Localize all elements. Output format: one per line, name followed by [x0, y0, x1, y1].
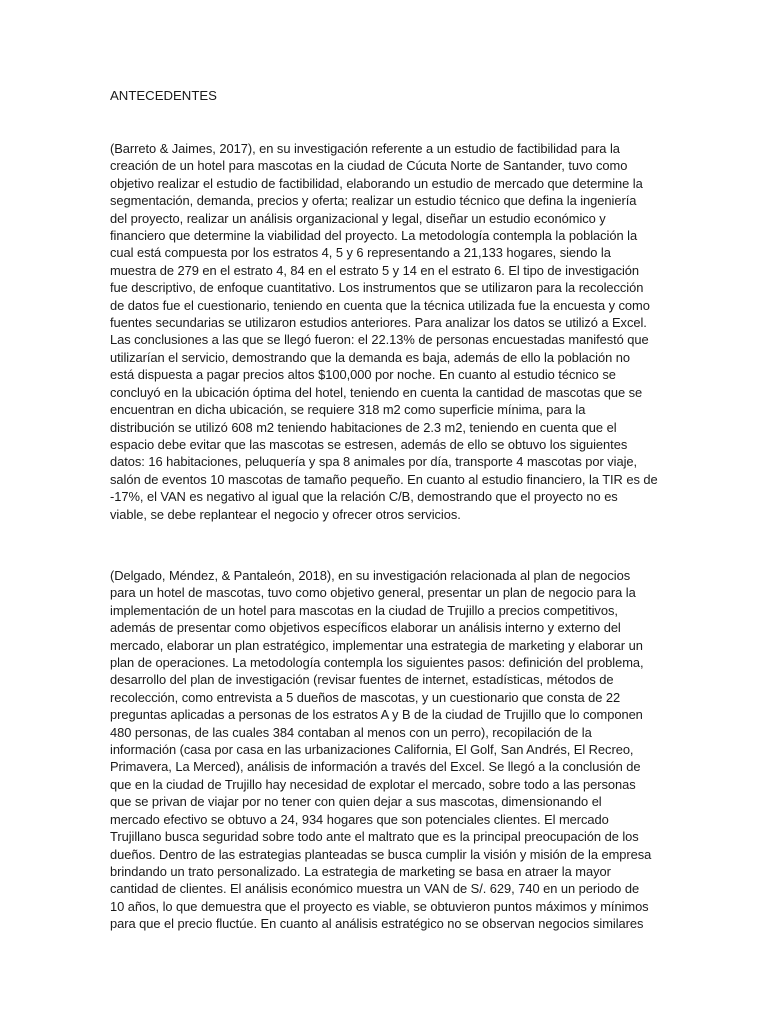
paragraph-line: segmentación, demanda, precios y oferta; realizar un estudio técnico que defina la ingeniería — [110, 193, 637, 209]
paragraph-line: Primavera, La Merced), análisis de información a través del Excel. Se llegó a la conclusión de — [110, 759, 641, 775]
paragraph-line: fuentes secundarias se utilizaron estudios anteriores. Para analizar los datos se utilizó a Excel. — [110, 315, 647, 331]
paragraph-line: del proyecto, realizar un análisis organizacional y legal, diseñar un estudio económico y — [110, 210, 606, 226]
paragraph-line: encuentran en dicha ubicación, se requiere 318 m2 como superficie mínima, para la — [110, 402, 586, 418]
paragraph-line: brindando un trato personalizado. La estrategia de marketing se basa en atraer la mayor — [110, 863, 611, 879]
paragraph-line: para que el precio fluctúe. En cuanto al análisis estratégico no se observan negocios similares — [110, 916, 644, 932]
paragraph-line: plan de operaciones. La metodología contempla los siguientes pasos: definición del problema, — [110, 655, 644, 671]
paragraph-line: objetivo realizar el estudio de factibilidad, elaborando un estudio de mercado que determine la — [110, 175, 643, 191]
paragraph-line: que se privan de viajar por no tener con quien dejar a sus mascotas, dimensionando el — [110, 794, 602, 810]
paragraph-line: (Delgado, Méndez, & Pantaleón, 2018), en su investigación relacionada al plan de negocios — [110, 568, 631, 583]
paragraph-line: financiero que determine la viabilidad del proyecto. La metodología contempla la población la — [110, 228, 638, 244]
paragraph-line: -17%, el VAN es negativo al igual que la relación C/B, demostrando que el proyecto no es — [110, 489, 618, 505]
paragraph-line: Trujillano busca seguridad sobre todo ante el maltrato que es la principal preocupación de los — [110, 829, 639, 845]
paragraph-line: muestra de 279 en el estrato 4, 84 en el estrato 5 y 14 en el estrato 6. El tipo de investigación — [110, 262, 640, 278]
paragraph-line: información (casa por casa en las urbanizaciones California, El Golf, San Andrés, El Recreo, — [110, 742, 634, 758]
paragraph-line: utilizarían el servicio, demostrando que la demanda es baja, además de ello la población no — [110, 349, 630, 365]
paragraph-line: preguntas aplicadas a personas de los estratos A y B de la ciudad de Trujillo que lo componen — [110, 707, 643, 723]
paragraph-line: Las conclusiones a las que se llegó fueron: el 22.13% de personas encuestadas manifestó que — [110, 332, 649, 348]
paragraph-delgado-mendez-pantaleon — [110, 567, 660, 933]
paragraph-line: salón de eventos 10 mascotas de tamaño pequeño. En cuanto al estudio financiero, la TIR es de — [110, 471, 658, 487]
paragraph-line: 480 personas, de las cuales 384 contaban al menos con un perro), recopilación de la — [110, 724, 592, 740]
paragraph-line: creación de un hotel para mascotas en la ciudad de Cúcuta Norte de Santander, tuvo como — [110, 158, 628, 174]
paragraph-line: recolección, como entrevista a 5 dueños de mascotas, y un cuestionario que consta de 22 — [110, 689, 621, 705]
paragraph-line: fue descriptivo, de enfoque cuantitativo. Los instrumentos que se utilizaron para la recolección — [110, 280, 644, 296]
paragraph-line: dueños. Dentro de las estrategias planteadas se busca cumplir la visión y misión de la empresa — [110, 846, 652, 862]
paragraph-line: 10 años, lo que demuestra que el proyecto es viable, se obtuvieron puntos máximos y mínimos — [110, 898, 649, 914]
paragraph-line: concluyó en la ubicación óptima del hotel, teniendo en cuenta la cantidad de mascotas que se — [110, 384, 643, 400]
paragraph-line: (Barreto & Jaimes, 2017), en su investigación referente a un estudio de factibilidad para la — [110, 141, 620, 156]
paragraph-line: cual está compuesta por los estratos 4, 5 y 6 representando a 21,133 hogares, siendo la — [110, 245, 611, 261]
paragraph-line: implementación de un hotel para mascotas en la ciudad de Trujillo a precios competitivos, — [110, 602, 618, 618]
paragraph-line: desarrollo del plan de investigación (revisar fuentes de internet, estadísticas, métodos de — [110, 672, 614, 688]
paragraph-line: espacio debe evitar que las mascotas se estresen, además de ello se obtuvo los siguientes — [110, 436, 628, 452]
paragraph-line: mercado efectivo se obtuvo a 24, 934 hogares que son potenciales clientes. El mercado — [110, 811, 609, 827]
paragraph-line: mercado, elaborar un plan estratégico, implementar una estrategia de marketing y elaborar un — [110, 637, 643, 653]
paragraph-line: está dispuesta a pagar precios altos $100,000 por noche. En cuanto al estudio técnico se — [110, 367, 616, 383]
paragraph-line: además de presentar como objetivos específicos elaborar un análisis interno y externo del — [110, 620, 621, 636]
paragraph-line: de datos fue el cuestionario, teniendo en cuenta que la técnica utilizada fue la encuesta y como — [110, 297, 650, 313]
paragraph-line: distribución se utilizó 608 m2 teniendo habitaciones de 2.3 m2, teniendo en cuenta que el — [110, 419, 617, 435]
paragraph-line: viable, se debe replantear el negocio y ofrecer otros servicios. — [110, 506, 461, 522]
paragraph-line: cantidad de clientes. El análisis económico muestra un VAN de S/. 629, 740 en un periodo de — [110, 881, 640, 897]
paragraph-line: datos: 16 habitaciones, peluquería y spa 8 animales por día, transporte 4 mascotas por viaje, — [110, 454, 638, 470]
paragraph-barreto-jaimes — [110, 140, 660, 523]
paragraph-line: para un hotel de mascotas, tuvo como objetivo general, presentar un plan de negocio para la — [110, 585, 636, 601]
paragraph-line: que en la ciudad de Trujillo hay necesidad de explotar el mercado, sobre todo a las personas — [110, 776, 636, 792]
section-heading: ANTECEDENTES — [110, 88, 217, 103]
